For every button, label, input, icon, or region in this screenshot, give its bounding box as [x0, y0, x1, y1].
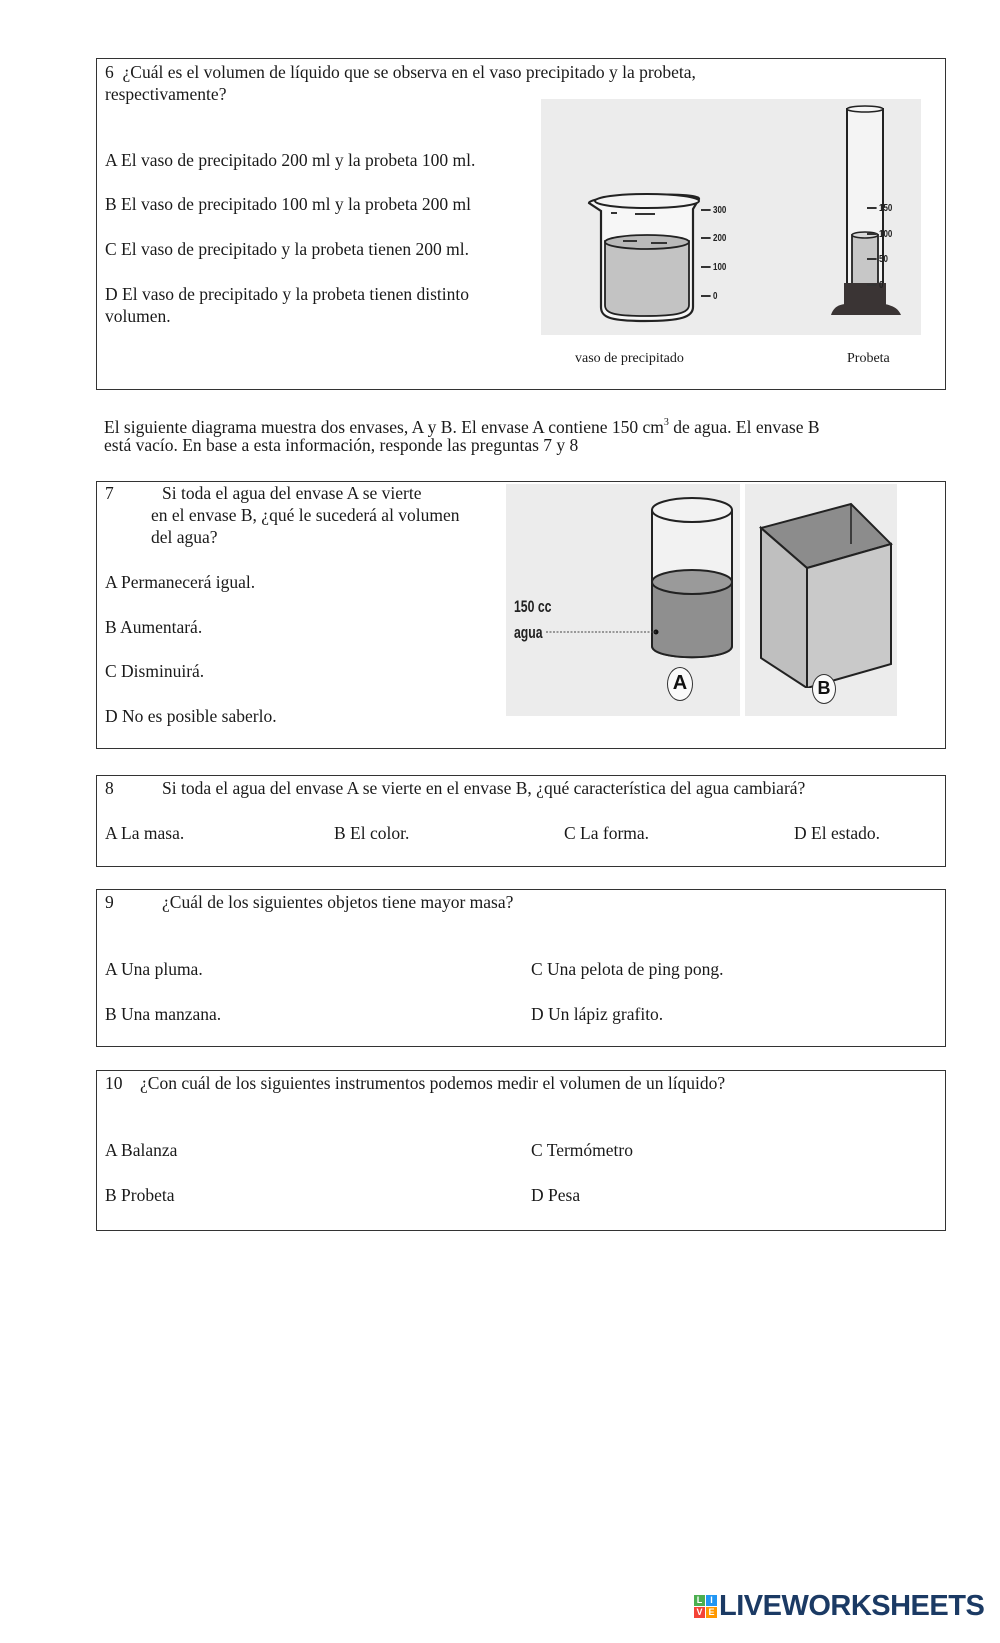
question-number: 6	[105, 62, 114, 82]
container-a-label: A	[667, 667, 693, 701]
question-10-box	[96, 1070, 946, 1231]
option-d[interactable]: D El vaso de precipitado y la probeta tienen distinto	[105, 284, 469, 304]
container-a-figure	[506, 484, 740, 716]
option-b[interactable]: B Aumentará.	[105, 617, 203, 637]
empty-box-icon	[751, 498, 901, 688]
intro-text-b: de agua. El envase B	[668, 417, 820, 437]
beaker-tick-300: 300	[701, 205, 726, 216]
beaker-and-cylinder-figure	[541, 99, 921, 335]
intro-text-a: El siguiente diagrama muestra dos envases, A y B. El envase A contiene 150 cm	[104, 417, 664, 437]
pointer-dashed-line	[546, 630, 656, 634]
option-b[interactable]: B El color.	[334, 823, 410, 843]
question-10-text: ¿Con cuál de los siguientes instrumentos podemos medir el volumen de un líquido?	[140, 1073, 726, 1093]
question-8-text: Si toda el agua del envase A se vierte en el envase B, ¿qué característica del agua cambiará?	[162, 778, 806, 798]
option-a[interactable]: A La masa.	[105, 823, 185, 843]
beaker-icon	[581, 189, 721, 329]
option-a[interactable]: A Una pluma.	[105, 959, 203, 979]
beaker-caption: vaso de precipitado	[575, 351, 684, 366]
question-number: 10	[105, 1073, 123, 1093]
logo-grid-icon	[694, 1595, 717, 1618]
option-b[interactable]: B El vaso de precipitado 100 ml y la probeta 200 ml	[105, 194, 471, 214]
option-c[interactable]: C Disminuirá.	[105, 661, 205, 681]
logo-letter-l: L	[694, 1595, 705, 1606]
cylinder-tick-100: 100	[867, 229, 892, 240]
option-d[interactable]: D Un lápiz grafito.	[531, 1004, 664, 1024]
question-9-box	[96, 889, 946, 1047]
option-c[interactable]: C Una pelota de ping pong.	[531, 959, 724, 979]
logo-letter-e: E	[706, 1607, 717, 1618]
option-c[interactable]: C El vaso de precipitado y la probeta tienen 200 ml.	[105, 239, 469, 259]
cylinder-tick-50: 50	[867, 254, 888, 265]
logo-text: LIVEWORKSHEETS	[719, 1590, 985, 1622]
question-7-line3: del agua?	[151, 527, 218, 547]
option-d-continued: volumen.	[105, 306, 171, 326]
question-number: 9	[105, 892, 114, 912]
logo-letter-i: I	[706, 1595, 717, 1606]
option-c[interactable]: C La forma.	[564, 823, 650, 843]
beaker-tick-0: 0	[701, 291, 717, 302]
question-7-box	[96, 481, 946, 749]
water-label-agua: agua	[514, 623, 543, 642]
graduated-cylinder-icon	[825, 103, 905, 323]
water-label-150cc: 150 cc	[514, 597, 552, 616]
intro-paragraph-line2: está vacío. En base a esta información, responde las preguntas 7 y 8	[104, 435, 579, 455]
option-d[interactable]: D El estado.	[794, 823, 881, 843]
cylinder-tick-0: 0	[867, 280, 883, 291]
question-6-line1: ¿Cuál es el volumen de líquido que se observa en el vaso precipitado y la probeta,	[122, 62, 696, 82]
container-b-label: B	[812, 674, 836, 704]
option-a[interactable]: A Permanecerá igual.	[105, 572, 256, 592]
beaker-tick-100: 100	[701, 262, 726, 273]
water-cylinder-icon	[642, 496, 742, 666]
question-9-text: ¿Cuál de los siguientes objetos tiene mayor masa?	[162, 892, 514, 912]
option-b[interactable]: B Una manzana.	[105, 1004, 222, 1024]
question-7-line1: Si toda el agua del envase A se vierte	[162, 483, 422, 503]
beaker-tick-200: 200	[701, 233, 726, 244]
question-6-line2: respectivamente?	[105, 84, 227, 104]
question-number: 7	[105, 483, 114, 503]
question-number: 8	[105, 778, 114, 798]
option-a[interactable]: A Balanza	[105, 1140, 178, 1160]
liveworksheets-logo[interactable]	[694, 1590, 984, 1623]
option-b[interactable]: B Probeta	[105, 1185, 175, 1205]
question-7-line2: en el envase B, ¿qué le sucederá al volumen	[151, 505, 460, 525]
cylinder-caption: Probeta	[847, 351, 890, 366]
option-c[interactable]: C Termómetro	[531, 1140, 633, 1160]
question-6-text	[105, 61, 696, 83]
option-d[interactable]: D Pesa	[531, 1185, 581, 1205]
option-a[interactable]: A El vaso de precipitado 200 ml y la probeta 100 ml.	[105, 150, 476, 170]
option-d[interactable]: D No es posible saberlo.	[105, 706, 277, 726]
question-6-box	[96, 58, 946, 390]
logo-letter-v: V	[694, 1607, 705, 1618]
superscript-3: 3	[663, 417, 669, 428]
question-8-box	[96, 775, 946, 867]
cylinder-tick-150: 150	[867, 203, 892, 214]
container-b-figure	[745, 484, 897, 716]
